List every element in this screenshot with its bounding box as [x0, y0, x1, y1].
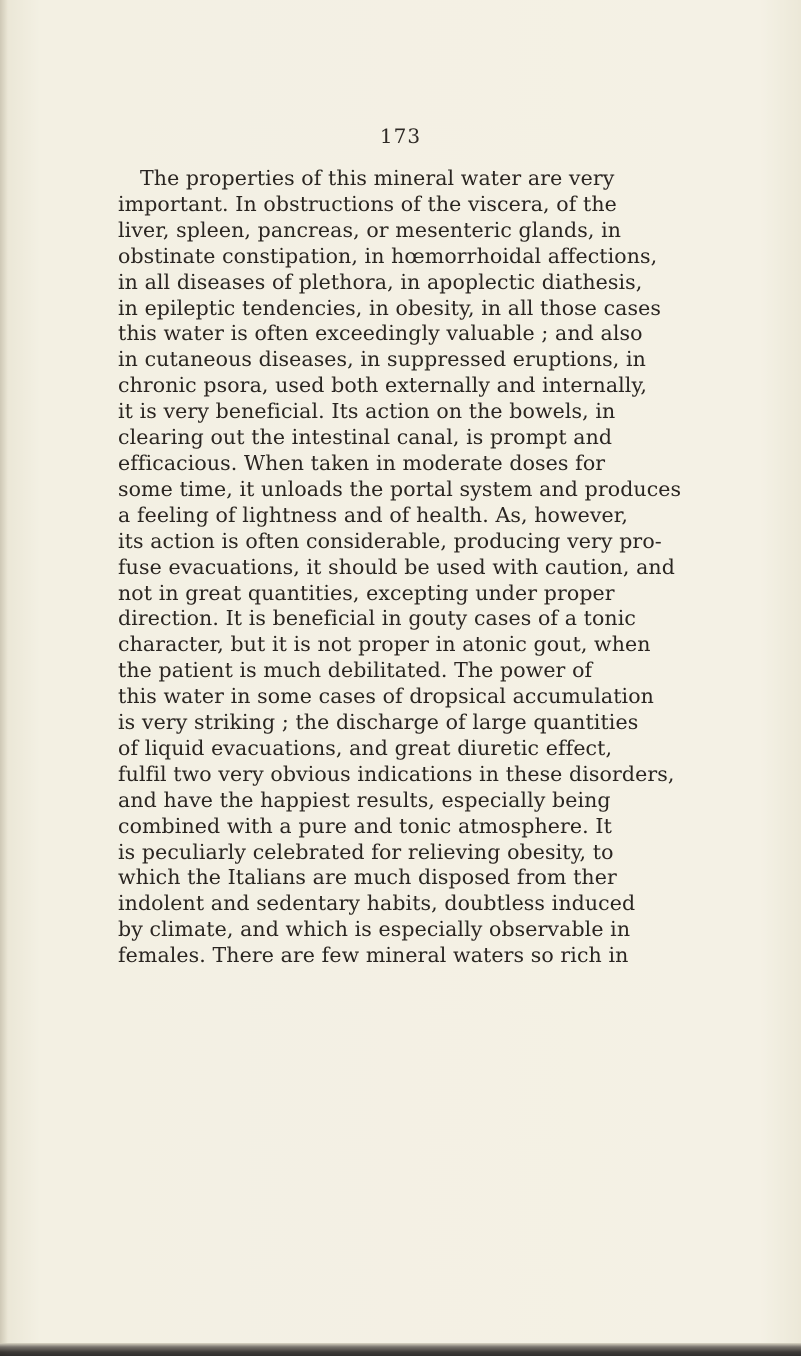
text-line: not in great quantities, excepting under proper — [118, 580, 615, 605]
text-line: character, but it is not proper in atonic gout, when — [118, 632, 651, 657]
text-line: some time, it unloads the portal system and produces — [118, 476, 682, 501]
text-line: fulfil two very obvious indications in these disorders, — [118, 761, 675, 786]
page-number: 173 — [379, 124, 422, 148]
text-line: direction. It is beneficial in gouty cases of a tonic — [118, 606, 636, 631]
text-line: The properties of this mineral water are very — [140, 166, 615, 190]
text-line: in all diseases of plethora, in apoplectic diathesis, — [118, 269, 643, 294]
text-line: the patient is much debilitated. The power of — [118, 658, 593, 683]
text-line: it is very beneficial. Its action on the bowels, in — [118, 399, 616, 424]
text-line: fuse evacuations, it should be used with caution, and — [118, 554, 675, 579]
text-line: efficacious. When taken in moderate doses for — [118, 450, 606, 475]
text-line: chronic psora, used both externally and internally, — [118, 373, 648, 398]
text-line: and have the happiest results, especially being — [118, 787, 611, 812]
text-line: this water is often exceedingly valuable ; and also — [118, 321, 643, 346]
text-line: is very striking ; the discharge of large quantities — [118, 710, 639, 735]
page-bottom-edge — [0, 1343, 801, 1356]
text-line: which the Italians are much disposed from ther — [118, 865, 617, 890]
text-line: in epileptic tendencies, in obesity, in all those cases — [118, 295, 661, 320]
text-line: liver, spleen, pancreas, or mesenteric glands, in — [118, 217, 622, 242]
text-line: in cutaneous diseases, in suppressed eruptions, in — [118, 347, 646, 372]
text-line: a feeling of lightness and of health. As, however, — [118, 502, 629, 527]
text-line: is peculiarly celebrated for relieving obesity, to — [118, 839, 614, 864]
text-line: of liquid evacuations, and great diuretic effect, — [118, 735, 613, 760]
page-gutter-shadow — [0, 0, 8, 1356]
text-line: clearing out the intestinal canal, is prompt and — [118, 425, 613, 450]
text-line: its action is often considerable, producing very pro- — [118, 528, 662, 553]
text-line: indolent and sedentary habits, doubtless induced — [118, 891, 636, 916]
text-line: by climate, and which is especially observable in — [118, 917, 631, 942]
text-line: combined with a pure and tonic atmosphere. It — [118, 813, 612, 838]
text-line: this water in some cases of dropsical accumulation — [118, 684, 654, 709]
text-line: obstinate constipation, in hœmorrhoidal affections, — [118, 243, 658, 268]
body-paragraph — [118, 166, 728, 969]
text-line: females. There are few mineral waters so rich in — [118, 943, 629, 968]
text-line: important. In obstructions of the viscera, of the — [118, 191, 617, 216]
